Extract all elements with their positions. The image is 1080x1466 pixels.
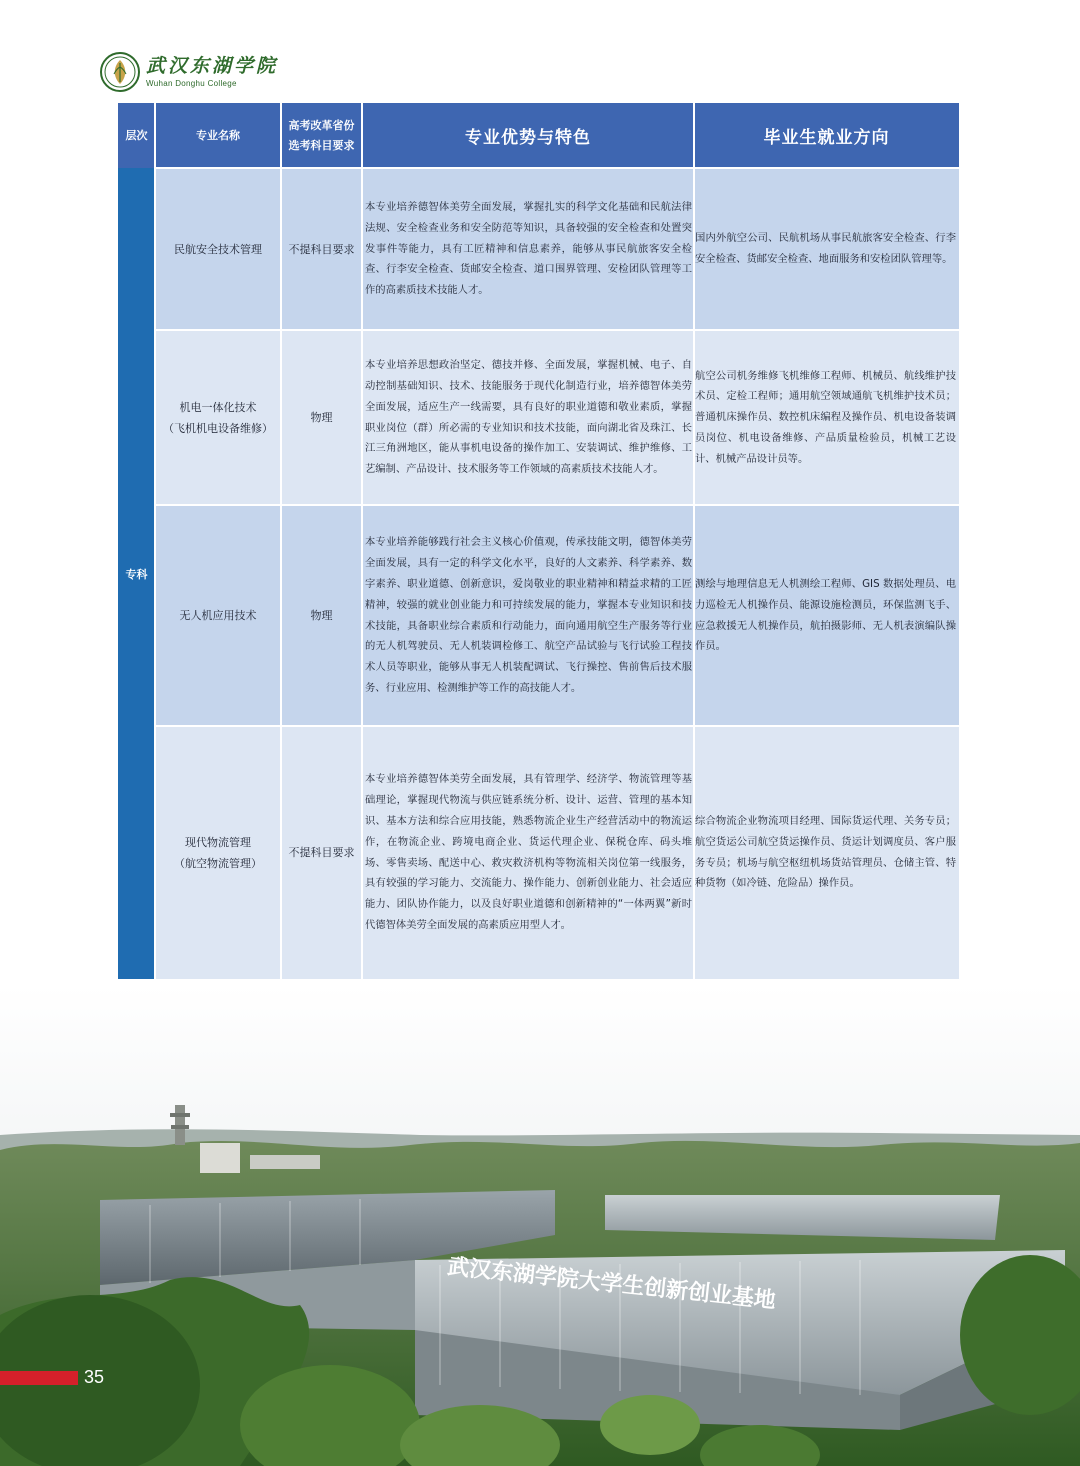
header-major-name: 专业名称: [155, 103, 281, 168]
major-name: 现代物流管理: [185, 835, 251, 849]
advantages-cell: [362, 505, 694, 726]
grid-line: [155, 329, 959, 331]
greenhouse-sign-text: 武汉东湖学院大学生创新创业基地: [446, 1254, 777, 1314]
greenhouse-aerial-image: [0, 985, 1080, 1466]
college-name-cn: 武汉东湖学院: [146, 54, 279, 77]
career-cell: [694, 168, 959, 330]
page-number: 35: [84, 1367, 105, 1387]
table-row: [155, 330, 959, 505]
header-advantages: 专业优势与特色: [362, 103, 694, 168]
subject-requirement-cell: 物理: [310, 609, 333, 622]
subject-requirement-cell: 不提科目要求: [288, 242, 355, 256]
major-name-cell: [155, 505, 281, 726]
major-name: 民航安全技术管理: [174, 242, 262, 256]
career-text: 航空公司机务维修飞机维修工程师、机械员、航线维护技术员、定检工程师；通用航空领域通航飞机维护技术员；普通机床操作员、数控机床编程及操作员、机电设备装调员岗位、机电设备维修、产品质量检验员，机械工艺设计、机械产品设计员等。: [695, 369, 956, 465]
grid-line: [361, 103, 363, 979]
college-logo: [100, 50, 278, 94]
grid-line: [154, 103, 156, 979]
career-text: 综合物流企业物流项目经理、国际货运代理、关务专员；航空货运公司航空货运操作员、货运计划调度员、客户服务专员；机场与航空枢纽机场货站管理员、仓储主管、特种货物（如冷链、危险品）操作员。: [695, 814, 956, 890]
header-subject-requirement-line2: 选考科目要求: [288, 138, 355, 152]
table-row: [155, 505, 959, 726]
advantages-cell: [362, 168, 694, 330]
header-career: 毕业生就业方向: [694, 103, 959, 168]
table-row: [155, 168, 959, 330]
college-emblem-icon: [100, 52, 140, 92]
campus-photo: [0, 985, 1080, 1466]
advantages-text: 本专业培养德智体美劳全面发展，具有管理学、经济学、物流管理等基础理论，掌握现代物流与供应链系统分析、设计、运营、管理的基本知识、基本方法和综合应用技能，熟悉物流企业生产经营活动中的物流运作，在物流企业、跨境电商企业、货运代理企业、保税仓库、码头堆场、零售卖场、配送中心、救灾救济机构等物流相关岗位第一线服务，具有较强的学习能力、交流能力、操作能力、创新创业能力、社会适应能力、团队协作能力，以及良好职业道德和创新精神的“一体两翼”新时代德智体美劳全面发展的高素质应用型人才。: [365, 773, 692, 931]
career-text: 国内外航空公司、民航机场从事民航旅客安全检查、行李安全检查、货邮安全检查、地面服务和安检团队管理等。: [695, 232, 956, 265]
major-name-direction: （航空物流管理）: [174, 856, 262, 870]
career-cell: [694, 330, 959, 505]
career-cell: [694, 726, 959, 979]
table-row: [155, 726, 959, 979]
advantages-text: 本专业培养能够践行社会主义核心价值观，传承技能文明，德智体美劳全面发展，具有一定的科学文化水平，良好的人文素养、科学素养、数字素养、职业道德、创新意识，爱岗敬业的职业精神和精益求精的工匠精神，较强的就业创业能力和可持续发展的能力，掌握本专业知识和技术技能，具备职业综合素质和行动能力，面向通用航空生产服务等行业的无人机驾驶员、无人机装调检修工、航空产品试验与飞行试验工程技术人员等职业，能够从事无人机装配调试、飞行操控、售前售后技术服务、行业应用、检测维护等工作的高技能人才。: [365, 536, 692, 694]
college-name-en: Wuhan Donghu College: [146, 78, 237, 88]
major-name-direction: （飞机机电设备维修）: [163, 421, 273, 435]
header-subject-requirement-line1: 高考改革省份: [288, 118, 355, 132]
grid-line: [280, 103, 282, 979]
major-name-cell: [155, 168, 281, 330]
major-name-cell: [155, 330, 281, 505]
career-cell: [694, 505, 959, 726]
major-name-cell: [155, 726, 281, 979]
major-name: 机电一体化技术: [179, 400, 257, 414]
advantages-cell: [362, 726, 694, 979]
major-table: [118, 103, 959, 979]
subject-requirement-cell: 不提科目要求: [288, 846, 355, 859]
subject-requirement-cell: 物理: [310, 411, 333, 424]
grid-line: [693, 103, 695, 979]
grid-line: [155, 725, 959, 727]
level-cell: 专科: [118, 168, 155, 979]
grid-line: [155, 167, 959, 169]
advantages-text: 本专业培养德智体美劳全面发展，掌握扎实的科学文化基础和民航法律法规、安全检查业务和安全防范等知识，具备较强的安全检查和处置突发事件等能力，具有工匠精神和信息素养，能够从事民航旅客安全检查、行李安全检查、货邮安全检查、道口围界管理、安检团队管理等工作的高素质技术技能人才。: [365, 201, 692, 297]
career-text: 测绘与地理信息无人机测绘工程师、GIS 数据处理员、电力巡检无人机操作员、能源设施检测员，环保监测飞手、应急救援无人机操作员，航拍摄影师、无人机表演编队操作员。: [695, 577, 956, 653]
advantages-text: 本专业培养思想政治坚定、德技并修、全面发展，掌握机械、电子、自动控制基础知识、技术、技能服务于现代化制造行业，培养德智体美劳全面发展，适应生产一线需要，具有良好的职业道德和敬业素质，掌握职业岗位（群）所必需的专业知识和技术技能，面向湖北省及珠江、长江三角洲地区，能从事机电设备的操作加工、安装调试、维护维修、工艺编制、产品设计、技术服务等工作领域的高素质技术技能人才。: [365, 359, 692, 476]
advantages-cell: [362, 330, 694, 505]
page-number-bar: [0, 1371, 78, 1385]
header-subject-requirement: [281, 103, 362, 168]
grid-line: [155, 504, 959, 506]
major-name: 无人机应用技术: [179, 609, 257, 622]
header-level: 层次: [118, 103, 155, 168]
